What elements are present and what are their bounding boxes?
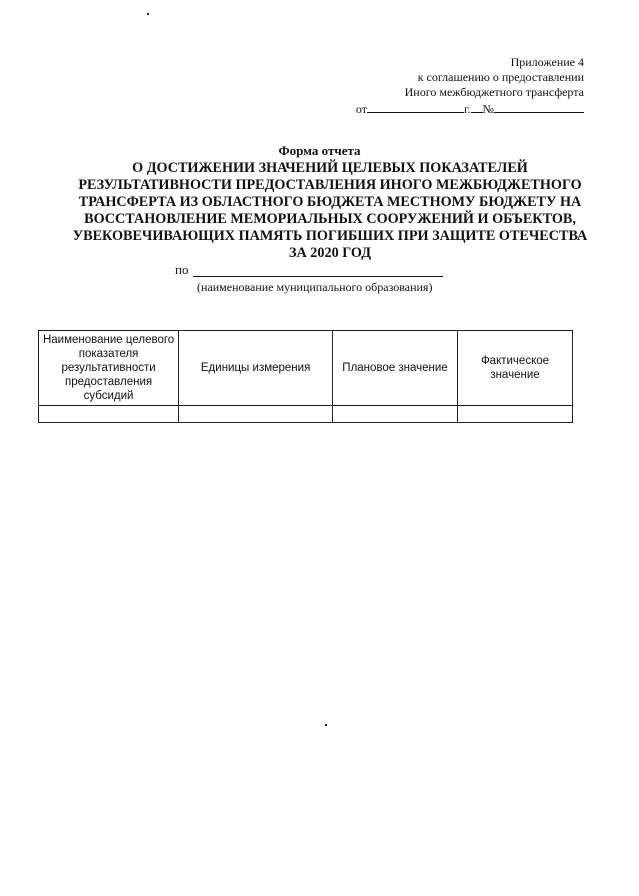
heading-line: ТРАНСФЕРТА ИЗ ОБЛАСТНОГО БЮДЖЕТА МЕСТНОМУ БЮДЖЕТУ НА <box>78 194 582 210</box>
year-suffix: г. <box>463 102 471 116</box>
date-prefix: от <box>355 102 367 116</box>
header-planned-value: Плановое значение <box>333 331 458 406</box>
appendix-date-line <box>356 100 584 117</box>
header-indicator-name: Наименование целевого показателя результативности предоставления субсидий <box>39 331 179 406</box>
table-cell <box>179 406 333 423</box>
appendix-line-agreement: к соглашению о предоставлении <box>417 70 584 84</box>
table-cell <box>457 406 572 423</box>
appendix-block <box>356 55 584 117</box>
heading-line: ВОССТАНОВЛЕНИЕ МЕМОРИАЛЬНЫХ СООРУЖЕНИЙ И ОБЪЕКТОВ, <box>84 211 576 227</box>
report-heading <box>20 160 639 262</box>
heading-line: О ДОСТИЖЕНИИ ЗНАЧЕНИЙ ЦЕЛЕВЫХ ПОКАЗАТЕЛЕЙ <box>132 160 528 176</box>
form-title: Форма отчета <box>278 143 361 158</box>
report-table <box>38 330 573 423</box>
header-units: Единицы измерения <box>179 331 333 406</box>
table-cell <box>39 406 179 423</box>
municipality-caption: (наименование муниципального образования) <box>197 280 433 294</box>
appendix-line-transfer: Иного межбюджетного трансферта <box>404 85 584 99</box>
header-actual-value: Фактическое значение <box>457 331 572 406</box>
heading-line: ЗА 2020 ГОД <box>289 245 371 261</box>
number-sign: № <box>482 102 494 116</box>
po-label: по <box>175 262 189 277</box>
year-blank <box>471 100 483 113</box>
number-blank <box>494 100 584 113</box>
date-blank <box>367 100 464 113</box>
appendix-title: Приложение 4 <box>510 55 584 69</box>
heading-line: РЕЗУЛЬТАТИВНОСТИ ПРЕДОСТАВЛЕНИЯ ИНОГО МЕЖБЮДЖЕТНОГО <box>78 177 582 193</box>
scan-speck <box>325 724 327 726</box>
heading-line: УВЕКОВЕЧИВАЮЩИХ ПАМЯТЬ ПОГИБШИХ ПРИ ЗАЩИТЕ ОТЕЧЕСТВА <box>72 228 588 244</box>
municipality-blank <box>193 276 443 277</box>
scan-speck <box>147 13 149 15</box>
table-row <box>39 406 573 423</box>
table-header-row <box>39 331 573 406</box>
table-cell <box>333 406 458 423</box>
